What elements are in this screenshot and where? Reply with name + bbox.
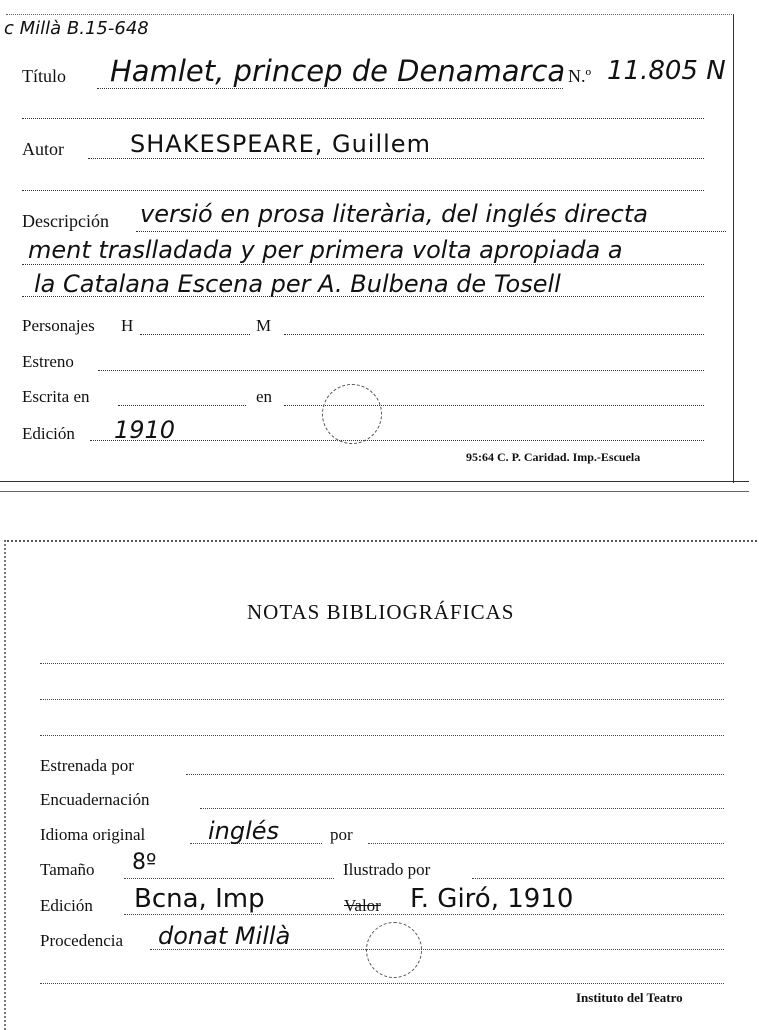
estrenada-label: Estrenada por [40,756,134,775]
estreno-label: Estreno [22,352,74,371]
personajes-label: Personajes [22,316,95,335]
call-number: c Millà B.15-648 [4,18,149,39]
card-front-edge [0,481,749,482]
notas-line-1 [40,663,724,664]
titulo-value: Hamlet, princep de Denamarca [110,54,566,88]
edicion-back-label: Edición [40,896,93,915]
escrita-en-label: en [256,387,273,406]
notas-heading: NOTAS BIBLIOGRÁFICAS [247,600,515,624]
card-front-edge-shadow [0,491,749,492]
descripcion-label: Descripción [22,211,109,231]
escrita-label: Escrita en [22,387,90,406]
titulo-label: Título [22,66,66,86]
ilustrado-line [472,878,724,879]
descripcion-text-3: la Catalana Escena per A. Bulbena de Tosell [34,270,561,298]
titulo-line [97,88,563,89]
titulo-extra-line [22,118,704,119]
edicion-back-line [124,914,724,915]
personajes-h-label: H [121,316,134,335]
library-stamp-back [366,922,422,978]
estreno-line [98,370,704,371]
library-stamp [322,384,382,444]
autor-label: Autor [22,139,64,159]
autor-extra-line [22,190,704,191]
notas-line-3 [40,735,724,736]
personajes-h-line [140,334,250,335]
notas-line-2 [40,699,724,700]
encuadernacion-line [200,808,724,809]
descripcion-text-2: ment traslladada y per primera volta apropiada a [28,236,623,264]
edicion-back-value-a: Bcna, Imp [134,884,265,914]
procedencia-extra-line [40,983,724,984]
personajes-m-line [284,334,704,335]
autor-value: SHAKESPEARE, Guillem [130,130,431,158]
valor-label: Valor [344,896,381,915]
idioma-label: Idioma original [40,825,146,844]
printer-note: 95:64 C. P. Caridad. Imp.-Escuela [466,450,641,464]
descripcion-text-1: versió en prosa literària, del inglés directa [140,200,648,228]
idioma-value: inglés [208,817,280,845]
edicion-value: 1910 [114,416,176,444]
estrenada-line [186,774,724,775]
tamano-label: Tamaño [40,860,95,879]
idioma-por-line [368,843,724,844]
numero-label: N.º [568,66,592,86]
ilustrado-label: Ilustrado por [343,860,431,879]
tamano-line [124,878,334,879]
escrita-line [118,405,246,406]
numero-value: 11.805 N [607,56,726,86]
institute-footer: Instituto del Teatro [576,990,683,1005]
encuadernacion-label: Encuadernación [40,790,150,809]
tamano-value: 8º [132,850,157,875]
procedencia-label: Procedencia [40,931,124,950]
edicion-label: Edición [22,424,75,443]
edicion-back-value-b: F. Giró, 1910 [410,884,574,914]
descripcion-line-2 [22,264,704,265]
personajes-m-label: M [256,316,272,335]
edicion-line [90,440,704,441]
idioma-por-label: por [330,825,353,844]
descripcion-line-1 [136,231,726,232]
procedencia-value: donat Millà [158,922,291,950]
autor-line [88,158,704,159]
